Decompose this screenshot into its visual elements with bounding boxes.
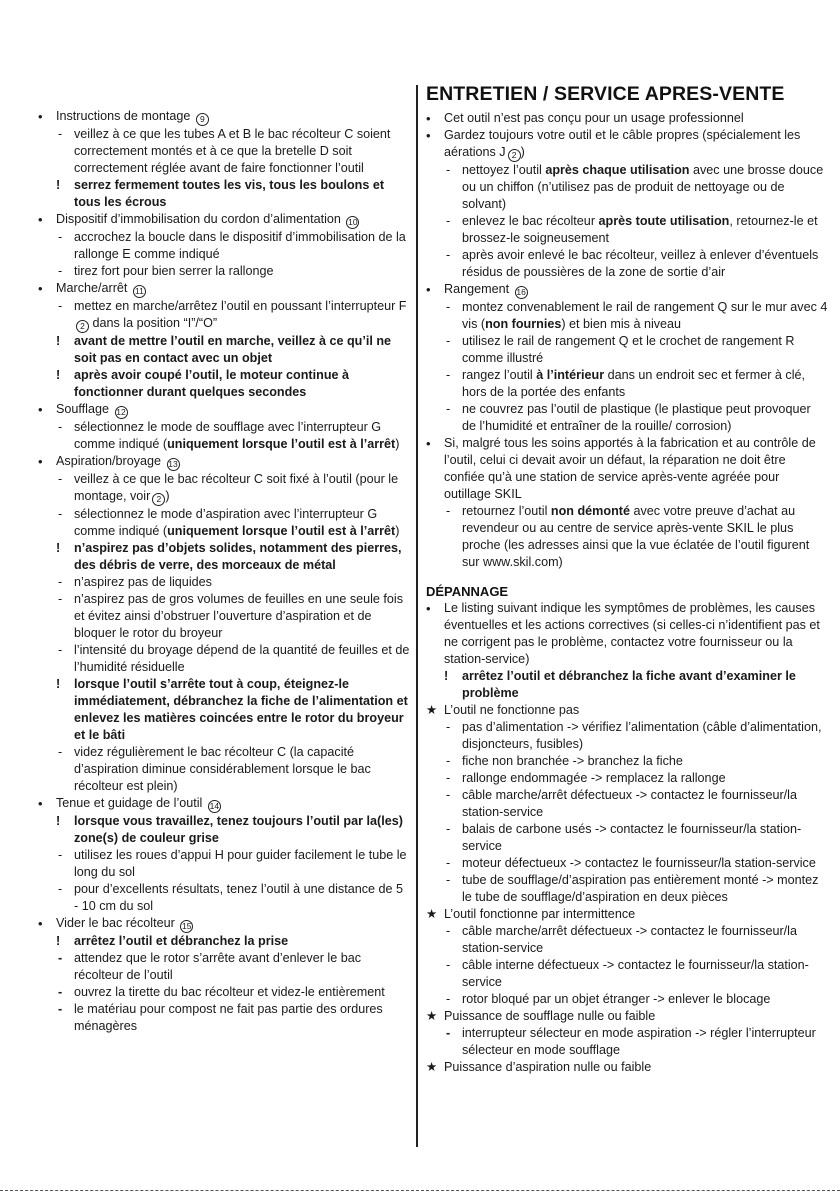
star-icon: ★ (426, 703, 438, 717)
bullet-icon: • (38, 454, 43, 469)
label-montage: Instructions de montage (56, 109, 191, 123)
figure-ref-icon: 13 (168, 459, 178, 469)
sub-item: - veillez à ce que les tubes A et B le bac récolteur C soient correctement montés et à ce que la bretelle D soit correctement réglée avant de faire fonctionner l’outil (58, 127, 391, 175)
sub-item: - rangez l’outil à l’intérieur dans un endroit sec et fermer à clé, hors de la portée des enfants (446, 368, 806, 399)
bullet-icon: • (38, 281, 43, 296)
sub-item: - veillez à ce que le bac récolteur C soit fixé à l’outil (pour le montage, voir 2 ) (58, 472, 399, 504)
list-item-immobilisation: • Dispositif d’immobilisation du cordon d’alimentation 10 (38, 212, 358, 227)
right-column (426, 83, 828, 1076)
figure-ref-icon: 14 (209, 801, 220, 811)
symptom-item: ★ L’outil ne fonctionne pas (426, 703, 580, 717)
figure-ref-icon: 2 (508, 149, 521, 162)
figure-ref-icon: 16 (516, 287, 526, 297)
sub-item: - le matériau pour compost ne fait pas partie des ordures ménagères (58, 1002, 383, 1033)
list-item-tenue: • Tenue et guidage de l’outil 14 (38, 796, 220, 811)
warning-item: ! arrêtez l’outil et débranchez la fiche avant d’examiner le problème (444, 669, 796, 700)
bullet-icon: • (38, 402, 43, 417)
sub-item: - câble marche/arrêt défectueux -> contactez le fournisseur/la station-service (446, 924, 797, 955)
bullet-icon: • (426, 601, 431, 616)
warning-item: ! après avoir coupé l’outil, le moteur continue à fonctionner durant quelques secondes (56, 368, 350, 399)
sub-item: - câble interne défectueux -> contactez le fournisseur/la station-service (446, 958, 809, 989)
sub-item: - sélectionnez le mode d’aspiration avec l’interrupteur G comme indiqué (uniquement lorsque l’outil est à l’arrêt) (58, 507, 400, 538)
figure-ref-icon: 11 (133, 285, 146, 298)
figure-ref-icon: 9 (196, 113, 209, 126)
star-icon: ★ (426, 1009, 438, 1023)
sub-item: - videz régulièrement le bac récolteur C (la capacité d’aspiration diminue considérablement lorsque le bac récolteur est plein) (58, 745, 371, 793)
list-item: • Cet outil n’est pas conçu pour un usage professionnel (426, 111, 744, 126)
sub-item: - sélectionnez le mode de soufflage avec l’interrupteur G comme indiqué (uniquement lorsque l’outil est à l’arrêt) (58, 420, 400, 451)
bullet-icon: • (426, 436, 431, 451)
figure-ref-icon: 2 (152, 493, 165, 506)
sub-item: - montez convenablement le rail de rangement Q sur le mur avec 4 vis (non fournies) et bien mis à niveau (446, 300, 828, 331)
warning-icon: ! (56, 541, 61, 555)
sub-item: - accrochez la boucle dans le dispositif d’immobilisation de la rallonge E comme indiqué (58, 230, 406, 261)
warning-item: ! avant de mettre l’outil en marche, veillez à ce qu’il ne soit pas en contact avec un objet (56, 334, 392, 365)
warning-icon: ! (56, 934, 61, 948)
sub-item: - tube de soufflage/d’aspiration pas entièrement monté -> montez le tube de soufflage/d’aspiration en deux pièces (446, 873, 819, 904)
sub-item: - tirez fort pour bien serrer la rallonge (58, 264, 274, 278)
sub-item: - enlevez le bac récolteur après toute utilisation, retournez-le et brossez-le soigneusement (446, 214, 818, 245)
warning-item: ! n’aspirez pas d’objets solides, notamment des pierres, des débris de verre, des morceaux de métal (56, 541, 402, 572)
page-bottom-rule (0, 1190, 840, 1191)
list-item-soufflage: • Soufflage 12 (38, 402, 126, 417)
section-title: ENTRETIEN / SERVICE APRES-VENTE (426, 83, 785, 105)
symptom-item: ★ L’outil fonctionne par intermittence (426, 907, 636, 921)
warning-item: ! serrez fermement toutes les vis, tous les boulons et tous les écrous (56, 178, 385, 209)
symptom-item: ★ Puissance d’aspiration nulle ou faible (426, 1060, 652, 1074)
bullet-icon: • (426, 282, 431, 297)
list-item-montage (38, 108, 410, 126)
sub-item: - pas d’alimentation -> vérifiez l’alimentation (câble d’alimentation, disjoncteurs, fusibles) (446, 720, 822, 751)
list-item: • Si, malgré tous les soins apportés à la fabrication et au contrôle de l’outil, celui ci devait avoir un défaut, la réparation ne doit être confiée qu’à une station de service après-vente agréée pour outillage SKIL (426, 436, 816, 501)
depannage-heading: DÉPANNAGE (426, 584, 509, 599)
sub-item: - pour d’excellents résultats, tenez l’outil à une distance de 5 - 10 cm du sol (58, 882, 404, 913)
list-item-rangement: • Rangement 16 (426, 282, 526, 297)
bullet-icon: • (426, 128, 431, 143)
sub-item: - rotor bloqué par un objet étranger -> enlever le blocage (446, 992, 771, 1006)
sub-item: - rallonge endommagée -> remplacez la rallonge (446, 771, 726, 785)
figure-ref-icon: 2 (76, 320, 89, 333)
list-item-aspiration: • Aspiration/broyage 13 (38, 454, 178, 469)
left-column (38, 108, 410, 1035)
sub-item: - utilisez les roues d’appui H pour guider facilement le tube le long du sol (58, 848, 407, 879)
column-divider (416, 85, 418, 1147)
sub-item: - câble marche/arrêt défectueux -> contactez le fournisseur/la station-service (446, 788, 797, 819)
warning-icon: ! (56, 178, 61, 192)
sub-item: - n’aspirez pas de gros volumes de feuilles en une seule fois et évitez ainsi d’obstruer l’ouverture d’aspiration et de bloquer le rotor du broyeur (58, 592, 404, 640)
warning-item: ! lorsque vous travaillez, tenez toujours l’outil par la(les) zone(s) de couleur grise (56, 814, 403, 845)
star-icon: ★ (426, 907, 438, 921)
list-item: • Gardez toujours votre outil et le câble propres (spécialement les aérations J 2 ) (426, 128, 801, 160)
sub-item: - ouvrez la tirette du bac récolteur et videz-le entièrement (58, 985, 385, 999)
sub-item: - l’intensité du broyage dépend de la quantité de feuilles et de l’humidité résiduelle (58, 643, 410, 674)
sub-item: - attendez que le rotor s’arrête avant d’enlever le bac récolteur de l’outil (58, 951, 362, 982)
sub-item: - n’aspirez pas de liquides (58, 575, 212, 589)
bullet-icon: • (38, 212, 43, 227)
sub-item: - interrupteur sélecteur en mode aspiration -> régler l’interrupteur sélecteur en mode soufflage (446, 1026, 816, 1057)
star-icon: ★ (426, 1060, 438, 1074)
sub-item: - balais de carbone usés -> contactez le fournisseur/la station-service (446, 822, 802, 853)
symptom-item: ★ Puissance de soufflage nulle ou faible (426, 1009, 656, 1023)
sub-item: - mettez en marche/arrêtez l’outil en poussant l’interrupteur F2 dans la position “I”/“O” (58, 299, 407, 331)
warning-icon: ! (56, 814, 61, 828)
figure-ref-icon: 15 (182, 921, 192, 931)
sub-item: - moteur défectueux -> contactez le fournisseur/la station-service (446, 856, 816, 870)
figure-ref-icon: 10 (348, 217, 358, 227)
figure-ref-icon: 12 (116, 407, 126, 417)
list-item: • Le listing suivant indique les symptômes de problèmes, les causes éventuelles et les actions correctives (si celles-ci n’identifient pas et ne corrigent pas le problème, contactez votre fournisseur ou la station-service) (426, 601, 820, 666)
warning-item: ! arrêtez l’outil et débranchez la prise (56, 934, 289, 948)
warning-icon: ! (444, 669, 449, 683)
list-item-vider: • Vider le bac récolteur 15 (38, 916, 192, 931)
bullet-icon: • (426, 111, 431, 126)
sub-item: - nettoyez l’outil après chaque utilisation avec une brosse douce ou un chiffon (n’utilisez pas de produit de nettoyage ou de solvant) (446, 163, 824, 211)
warning-icon: ! (56, 368, 61, 382)
sub-item: - utilisez le rail de rangement Q et le crochet de rangement R comme illustré (446, 334, 795, 365)
sub-item: - ne couvrez pas l’outil de plastique (le plastique peut provoquer de l’humidité et entraîner de la rouille/ corrosion) (446, 402, 811, 433)
sub-item: - retournez l’outil non démonté avec votre preuve d’achat au revendeur ou au centre de service après-vente SKIL le plus proche (les adresses ainsi que la vue éclatée de l’outil figurent sur www.skil.com) (446, 504, 810, 569)
list-item-marche-arret: • Marche/arrêt 11 (38, 280, 410, 298)
bullet-icon: • (38, 796, 43, 811)
warning-icon: ! (56, 677, 61, 691)
warning-icon: ! (56, 334, 61, 348)
bullet-icon: • (38, 109, 43, 124)
warning-item: ! lorsque l’outil s’arrête tout à coup, éteignez-le immédiatement, débranchez la fiche de l’alimentation et enlevez les matières coincées entre le rotor du broyeur et le bâti (56, 677, 408, 742)
sub-item: - après avoir enlevé le bac récolteur, veillez à enlever d’éventuels résidus de poussières de la zone de sortie d’air (446, 248, 819, 279)
bullet-icon: • (38, 916, 43, 931)
sub-item: - fiche non branchée -> branchez la fiche (446, 754, 683, 768)
